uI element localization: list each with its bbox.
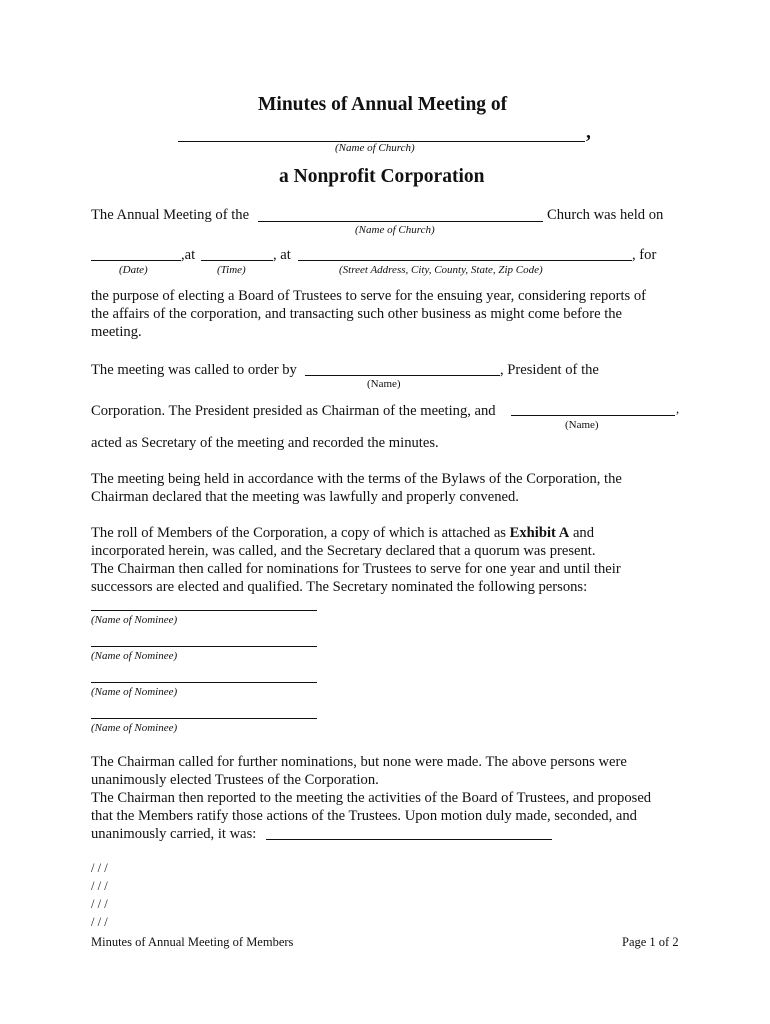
resolution-field[interactable] <box>266 839 552 840</box>
nominee-field[interactable] <box>91 646 317 647</box>
address-field[interactable] <box>298 260 632 261</box>
at-label-1: ,at <box>181 247 196 263</box>
address-caption: (Street Address, City, County, State, Zip Code) <box>339 264 543 276</box>
president-name-field[interactable] <box>305 375 500 376</box>
roll-and: and <box>572 525 595 541</box>
title-comma: , <box>586 122 591 143</box>
nominee-caption: (Name of Nominee) <box>91 614 178 626</box>
nominee-field[interactable] <box>91 610 317 611</box>
nominee-caption: (Name of Nominee) <box>91 650 178 662</box>
president-of-text: , President of the <box>500 362 599 378</box>
bylaws-line: The meeting being held in accordance with the terms of the Bylaws of the Corporation, the <box>91 471 622 487</box>
president-name-caption: (Name) <box>367 378 401 390</box>
roll-line-1 <box>91 524 594 542</box>
roll-line: successors are elected and qualified. The Secretary nominated the following persons: <box>91 579 588 595</box>
nominee-caption: (Name of Nominee) <box>91 686 178 698</box>
time-caption: (Time) <box>217 264 246 276</box>
exhibit-a-label: Exhibit A <box>509 525 570 541</box>
date-caption: (Date) <box>119 264 148 276</box>
purpose-line: the purpose of electing a Board of Trustees to serve for the ensuing year, considering reports of <box>91 288 647 304</box>
document-subtitle: a Nonprofit Corporation <box>279 166 485 187</box>
slash-marker: / / / <box>91 861 108 875</box>
secretary-comma: , <box>676 402 680 416</box>
roll-line: The Chairman then called for nominations for Trustees to serve for one year and until their <box>91 561 621 577</box>
roll-text: The roll of Members of the Corporation, a copy of which is attached as <box>91 525 506 541</box>
nominee-field[interactable] <box>91 718 317 719</box>
church-name-caption: (Name of Church) <box>335 142 415 154</box>
roll-line: incorporated herein, was called, and the Secretary declared that a quorum was present. <box>91 543 596 559</box>
closing-line: unanimously elected Trustees of the Corporation. <box>91 772 379 788</box>
slash-marker: / / / <box>91 897 108 911</box>
for-label: , for <box>632 247 657 263</box>
resolution-text: unanimously carried, it was: <box>91 826 257 842</box>
secretary-name-field[interactable] <box>511 415 675 416</box>
slash-marker: / / / <box>91 915 108 929</box>
footer-title: Minutes of Annual Meeting of Members <box>91 935 294 949</box>
closing-line: that the Members ratify those actions of the Trustees. Upon motion duly made, seconded, and <box>91 808 637 824</box>
called-to-order-text: The meeting was called to order by <box>91 362 297 378</box>
document-title: Minutes of Annual Meeting of <box>258 94 508 115</box>
intro-line1-start: The Annual Meeting of the <box>91 207 250 223</box>
closing-line: The Chairman called for further nominations, but none were made. The above persons were <box>91 754 627 770</box>
bylaws-line: Chairman declared that the meeting was lawfully and properly convened. <box>91 489 519 505</box>
purpose-line: the affairs of the corporation, and transacting such other business as might come before the <box>91 306 623 322</box>
time-field[interactable] <box>201 260 273 261</box>
presided-text: Corporation. The President presided as Chairman of the meeting, and <box>91 403 496 419</box>
closing-line: The Chairman then reported to the meeting the activities of the Board of Trustees, and proposed <box>91 790 652 806</box>
date-field[interactable] <box>91 260 181 261</box>
church-name-field-caption: (Name of Church) <box>355 224 435 236</box>
page-number: Page 1 of 2 <box>622 935 679 949</box>
secretary-name-caption: (Name) <box>565 419 599 431</box>
secretary-text: acted as Secretary of the meeting and recorded the minutes. <box>91 435 439 451</box>
intro-line1-end: Church was held on <box>547 207 664 223</box>
nominee-caption: (Name of Nominee) <box>91 722 178 734</box>
church-name-field[interactable] <box>258 221 543 222</box>
slash-marker: / / / <box>91 879 108 893</box>
purpose-line: meeting. <box>91 324 142 340</box>
nominee-field[interactable] <box>91 682 317 683</box>
at-label-2: , at <box>273 247 291 263</box>
